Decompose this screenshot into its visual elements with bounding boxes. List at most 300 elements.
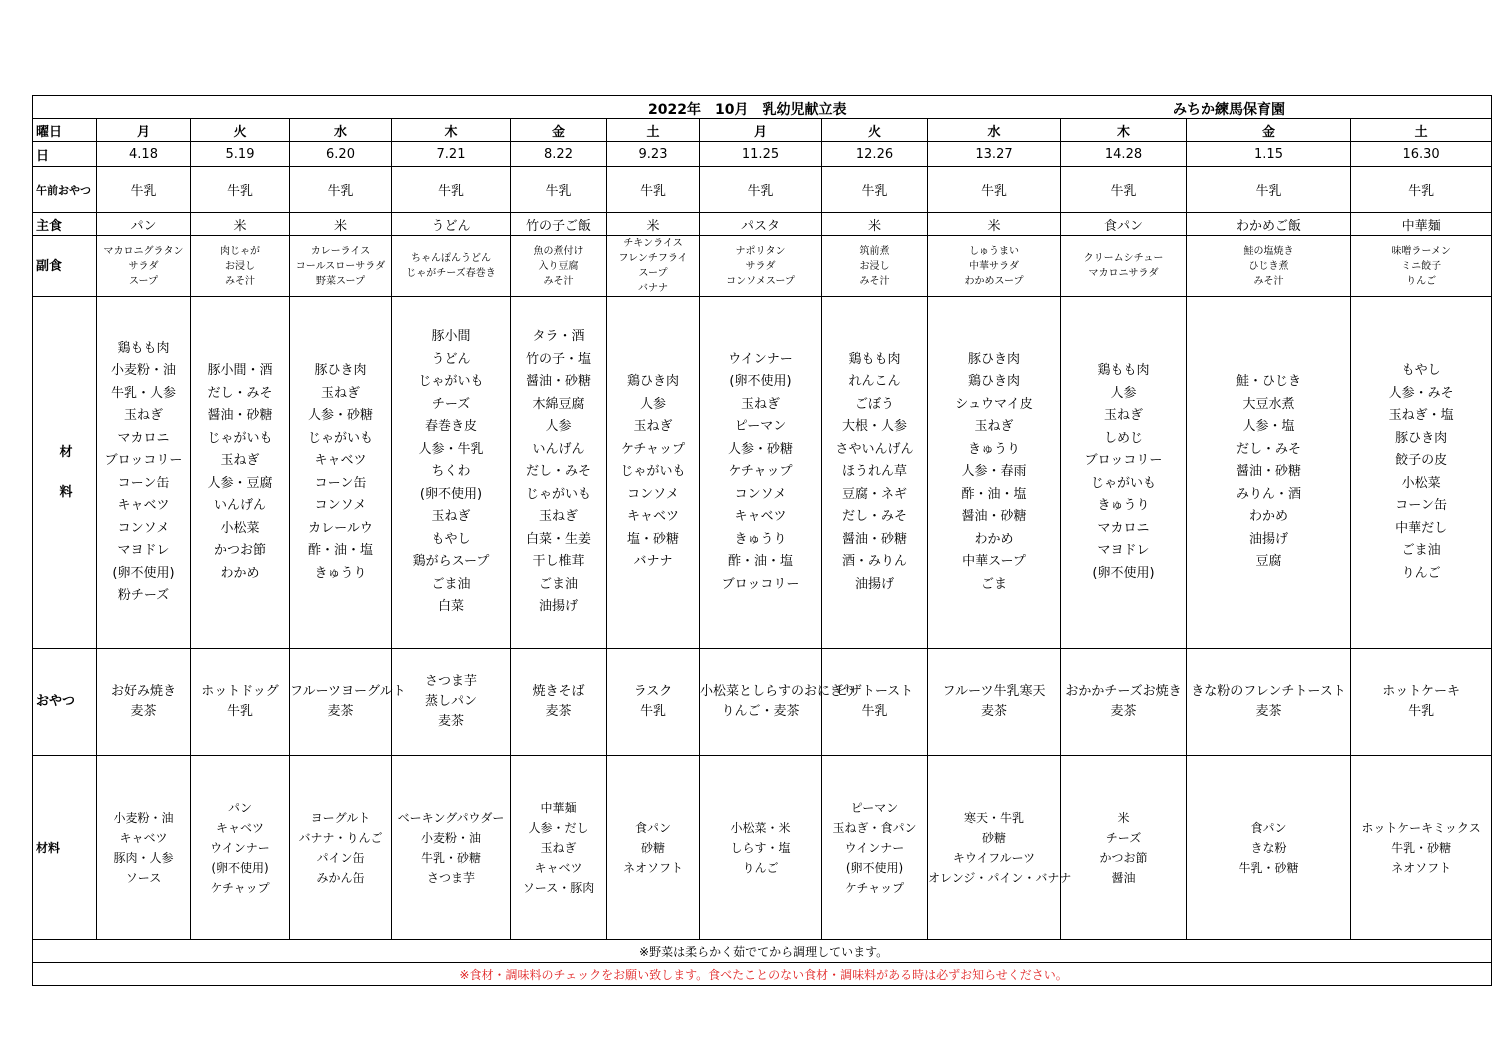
side-dish-cell <box>1187 236 1351 297</box>
ingredients-cell-line: 粉チーズ <box>117 588 170 603</box>
snack-ingredients-cell-line: きな粉 <box>1250 840 1287 855</box>
side-dish-cell-line: りんご <box>1406 275 1437 287</box>
pm-snack-cell-line: さつま芋 <box>424 674 477 689</box>
ingredients-cell-line: じゃがいも <box>1090 475 1156 491</box>
snack-ingredients-cell <box>1351 756 1492 940</box>
staple-cell: 竹の子ご飯 <box>511 213 607 236</box>
ingredients-cell-line: 人参・春雨 <box>961 464 1027 480</box>
ingredients-cell-line: じゃがいも <box>307 430 373 446</box>
am-snack-cell: 牛乳 <box>290 167 392 213</box>
side-dish-cell-line: ナポリタン <box>735 245 786 257</box>
ingredients-cell-line: 酢・油・塩 <box>727 554 793 570</box>
side-dish-cell <box>607 236 700 297</box>
ingredients-cell-line: 醤油・砂糖 <box>961 509 1027 525</box>
staple-row <box>33 213 1492 236</box>
snack-ingredients-cell-line: ピーマン <box>850 800 899 815</box>
ingredients-cell-line: シュウマイ皮 <box>955 396 1033 412</box>
side-dish-cell-line: マカロニサラダ <box>1088 268 1159 279</box>
ingredients-cell-line: ちくわ <box>431 464 471 480</box>
pm-snack-cell-line: フルーツヨーグルト <box>290 684 406 699</box>
am-snack-cell: 牛乳 <box>700 167 822 213</box>
date-cell: 1.15 <box>1187 142 1351 167</box>
ingredients-cell-line: きゅうり <box>314 565 367 581</box>
ingredients-cell <box>700 297 822 649</box>
am-snack-label: 午前おやつ <box>33 167 97 213</box>
side-dish-cell-line: ミニ餃子 <box>1401 260 1442 272</box>
ingredients-cell-line: ごぼう <box>854 396 894 412</box>
snack-ingredients-cell-line: 食パン <box>634 820 671 835</box>
date-cell: 8.22 <box>511 142 607 167</box>
side-dish-cell-line: 中華サラダ <box>969 260 1019 272</box>
snack-ingredients-cell <box>607 756 700 940</box>
pm-snack-row <box>33 649 1492 756</box>
snack-ingredients-cell-line: かつお節 <box>1099 850 1148 865</box>
snack-ingredients-cell-line: ホットケーキミックス <box>1361 820 1481 835</box>
snack-ingredients-cell-line: りんご <box>742 860 779 875</box>
ingredients-cell-line: じゃがいも <box>620 464 686 480</box>
side-dish-cell-line: みそ汁 <box>225 275 255 287</box>
ingredients-cell-line: ブロッコリー <box>1084 453 1163 468</box>
date-row <box>33 142 1492 167</box>
side-dish-cell-line: 入り豆腐 <box>538 260 579 272</box>
side-dish-cell-line: 魚の煮付け <box>533 245 584 257</box>
ingredients-cell-line: 人参・塩 <box>1242 419 1295 435</box>
snack-ingredients-cell-line: 米 <box>1117 810 1130 825</box>
ingredients-cell-line: 油揚げ <box>854 576 894 592</box>
pm-snack-cell-line: ピザトースト <box>835 684 914 699</box>
pm-snack-cell <box>928 649 1061 756</box>
ingredients-label-2: 料 <box>59 484 73 500</box>
ingredients-cell-line: 竹の子・塩 <box>525 351 591 367</box>
date-cell: 9.23 <box>607 142 700 167</box>
am-snack-cell: 牛乳 <box>1187 167 1351 213</box>
snack-ingredients-cell-line: ソース <box>125 870 162 885</box>
date-cell: 11.25 <box>700 142 822 167</box>
side-dish-cell <box>1351 236 1492 297</box>
ingredients-cell-line: 玉ねぎ <box>633 419 673 435</box>
am-snack-cell: 牛乳 <box>392 167 511 213</box>
snack-ingredients-cell <box>822 756 928 940</box>
ingredients-cell <box>392 297 511 649</box>
title-row <box>33 96 1492 119</box>
ingredients-cell-line: コンソメ <box>314 498 367 513</box>
ingredients-cell-line: さやいんげん <box>835 441 914 457</box>
snack-ingredients-cell-line: 中華麺 <box>540 800 577 815</box>
weekday-cell: 金 <box>1187 119 1351 142</box>
pm-snack-cell <box>1061 649 1187 756</box>
snack-ingredients-cell-line: 牛乳・砂糖 <box>1391 840 1452 855</box>
note-vegetables: ※野菜は柔らかく茹でてから調理しています。 <box>33 940 1492 963</box>
ingredients-cell-line: れんこん <box>848 374 901 390</box>
pm-snack-cell-line: 麦茶 <box>130 704 157 719</box>
ingredients-cell-line: ブロッコリー <box>104 453 183 468</box>
pm-snack-cell-line: きな粉のフレンチトースト <box>1191 684 1346 699</box>
ingredients-cell-line: わかめ <box>1248 509 1288 525</box>
staple-cell: 中華麺 <box>1351 213 1492 236</box>
side-dish-cell-line: コールスローサラダ <box>295 260 386 272</box>
ingredients-cell-line: ごま油 <box>1401 543 1441 558</box>
ingredients-cell-line: ケチャップ <box>620 441 686 457</box>
snack-ingredients-cell <box>511 756 607 940</box>
staple-label: 主食 <box>33 213 97 236</box>
ingredients-label-1: 材 <box>59 444 73 460</box>
side-dish-cell-line: マカロニグラタン <box>103 245 184 257</box>
snack-ingredients-cell-line: ケチャップ <box>844 880 905 895</box>
side-dish-cell <box>97 236 191 297</box>
pm-snack-cell <box>607 649 700 756</box>
snack-ingredients-cell <box>1061 756 1187 940</box>
snack-ingredients-cell <box>928 756 1072 940</box>
staple-cell: 米 <box>191 213 290 236</box>
ingredients-cell-line: 玉ねぎ <box>740 396 780 412</box>
pm-snack-cell-line: 麦茶 <box>980 704 1007 719</box>
ingredients-cell <box>607 297 700 649</box>
side-dish-cell-line: チキンライス <box>623 238 683 249</box>
snack-ingredients-cell-line: 豚肉・人参 <box>113 850 174 865</box>
ingredients-cell-line: 玉ねぎ <box>320 385 360 401</box>
ingredients-cell-line: きゅうり <box>734 531 787 547</box>
snack-ingredients-cell-line: 砂糖 <box>640 840 665 855</box>
snack-ingredients-cell-line: 寒天・牛乳 <box>963 810 1024 825</box>
ingredients-cell-line: 人参・砂糖 <box>307 408 373 423</box>
ingredients-cell-line: 醤油・砂糖 <box>525 374 591 390</box>
snack-ingredients-row <box>33 756 1492 940</box>
side-dish-cell <box>822 236 928 297</box>
ingredients-cell-line: コンソメ <box>734 486 787 502</box>
am-snack-cell: 牛乳 <box>1061 167 1187 213</box>
staple-cell: パン <box>97 213 191 236</box>
ingredients-cell-line: 玉ねぎ <box>123 408 163 423</box>
ingredients-cell-line: マカロニ <box>117 430 170 446</box>
snack-ingredients-cell <box>392 756 511 940</box>
ingredients-label <box>33 297 97 649</box>
weekday-row <box>33 119 1492 142</box>
ingredients-cell-line: いんげん <box>532 441 585 457</box>
date-cell: 14.28 <box>1061 142 1187 167</box>
ingredients-cell-line: 小松菜 <box>220 520 260 536</box>
side-dish-cell-line: ちゃんぽんうどん <box>411 253 491 264</box>
ingredients-cell-line: 木綿豆腐 <box>532 396 585 412</box>
snack-ingredients-cell-line: ソース・豚肉 <box>522 880 595 895</box>
staple-cell: 食パン <box>1061 213 1187 236</box>
side-dish-cell-line: みそ汁 <box>1253 275 1284 287</box>
ingredients-cell-line: じゃがいも <box>418 374 484 390</box>
ingredients-cell-line: 豚小間 <box>431 329 471 345</box>
ingredients-cell-line: 酢・油・塩 <box>307 543 373 558</box>
pm-snack-cell-line: りんご・麦茶 <box>721 704 800 719</box>
ingredients-cell-line: チーズ <box>431 396 471 412</box>
pm-snack-cell-line: 麦茶 <box>545 704 572 719</box>
note-allergy-check: ※食材・調味料のチェックをお願い致します。食べたことのない食材・調味料がある時は必ずお知らせください。 <box>33 963 1492 986</box>
pm-snack-cell <box>511 649 607 756</box>
ingredients-cell-line: じゃがいも <box>207 430 273 446</box>
side-dish-cell <box>928 236 1061 297</box>
ingredients-cell-line: ブロッコリー <box>721 576 800 592</box>
ingredients-cell-line: 豚小間・酒 <box>207 363 273 378</box>
ingredients-cell-line: だし・みそ <box>841 509 907 525</box>
ingredients-cell-line: 玉ねぎ <box>974 419 1014 435</box>
snack-ingredients-cell-line: 牛乳・砂糖 <box>1238 860 1299 875</box>
weekday-cell: 水 <box>928 119 1061 142</box>
ingredients-cell-line: (卵不使用) <box>1092 565 1155 581</box>
weekday-cell: 金 <box>511 119 607 142</box>
ingredients-cell-line: キャベツ <box>734 509 787 525</box>
ingredients-cell-line: 人参・砂糖 <box>727 441 793 457</box>
ingredients-cell-line: 酒・みりん <box>841 554 907 570</box>
side-dish-cell-line: フレンチフライ <box>618 253 688 264</box>
ingredients-cell-line: 中華だし <box>1395 520 1448 536</box>
pm-snack-cell <box>392 649 511 756</box>
weekday-cell: 水 <box>290 119 392 142</box>
ingredients-cell-line: 酢・油・塩 <box>961 486 1027 502</box>
snack-ingredients-cell <box>290 756 392 940</box>
weekday-cell: 土 <box>1351 119 1492 142</box>
ingredients-cell-line: 鶏もも肉 <box>1097 363 1150 378</box>
pm-snack-cell <box>1187 649 1351 756</box>
side-dish-cell-line: サラダ <box>745 260 776 272</box>
snack-ingredients-cell-line: (卵不使用) <box>845 860 904 875</box>
ingredients-cell <box>1061 297 1187 649</box>
ingredients-cell-line: (卵不使用) <box>112 565 175 581</box>
ingredients-cell-line: マヨドレ <box>117 543 170 558</box>
snack-ingredients-cell-line: キャベツ <box>534 860 583 875</box>
ingredients-row <box>33 297 1492 649</box>
ingredients-cell-line: (卵不使用) <box>419 486 483 502</box>
pm-snack-cell <box>290 649 406 756</box>
snack-ingredients-cell <box>191 756 290 940</box>
ingredients-cell-line: 小麦粉・油 <box>110 363 176 378</box>
snack-ingredients-cell-line: 牛乳・砂糖 <box>420 850 481 865</box>
ingredients-cell-line: キャベツ <box>314 453 367 468</box>
side-dish-cell-line: クリームシチュー <box>1083 253 1164 264</box>
side-dish-cell-line: みそ汁 <box>543 275 574 287</box>
snack-ingredients-cell-line: 砂糖 <box>981 830 1006 845</box>
side-dish-cell <box>1061 236 1187 297</box>
ingredients-cell-line: 豆腐 <box>1255 554 1282 570</box>
ingredients-cell-line: いんげん <box>213 498 266 513</box>
snack-ingredients-cell-line: キウイフルーツ <box>952 850 1036 865</box>
snack-ingredients-cell-line: キャベツ <box>215 820 264 835</box>
ingredients-cell-line: 人参 <box>1110 385 1137 401</box>
ingredients-cell-line: マヨドレ <box>1097 543 1150 558</box>
snack-ingredients-cell-line: 人参・だし <box>528 820 589 835</box>
ingredients-cell-line: わかめ <box>974 531 1014 547</box>
am-snack-cell: 牛乳 <box>191 167 290 213</box>
snack-ingredients-cell <box>700 756 822 940</box>
menu-table <box>32 95 1492 986</box>
ingredients-cell-line: 豆腐・ネギ <box>841 486 907 502</box>
ingredients-cell-line: 干し椎茸 <box>532 554 585 570</box>
side-dish-cell <box>700 236 822 297</box>
weekday-cell: 月 <box>97 119 191 142</box>
ingredients-cell-line: しめじ <box>1103 430 1143 446</box>
date-cell: 13.27 <box>928 142 1061 167</box>
pm-snack-cell-line: 牛乳 <box>226 704 253 719</box>
date-cell: 4.18 <box>97 142 191 167</box>
pm-snack-cell-line: フルーツ牛乳寒天 <box>942 684 1046 699</box>
snack-ingredients-cell-line: 小松菜・米 <box>730 820 791 835</box>
ingredients-cell-line: もやし <box>1401 363 1441 378</box>
ingredients-cell-line: 醤油・砂糖 <box>841 531 907 547</box>
nursery-name: みちか練馬保育園 <box>1173 102 1285 118</box>
side-dish-cell-line: サラダ <box>128 260 159 272</box>
weekday-cell: 月 <box>700 119 822 142</box>
side-dish-cell-line: しゅうまい <box>969 245 1019 257</box>
note-row-1 <box>33 940 1492 963</box>
am-snack-cell: 牛乳 <box>928 167 1061 213</box>
side-dish-cell-line: みそ汁 <box>859 275 890 287</box>
ingredients-cell-line: うどん <box>431 351 471 367</box>
am-snack-cell: 牛乳 <box>1351 167 1492 213</box>
ingredients-cell-line: 油揚げ <box>538 599 578 615</box>
ingredients-cell-line: ピーマン <box>734 419 787 435</box>
side-dish-cell-line: 肉じゃが <box>220 245 260 257</box>
side-dish-cell-line: スープ <box>638 268 668 279</box>
snack-ingredients-cell-line: ウインナー <box>844 840 905 855</box>
ingredients-cell-line: ほうれん草 <box>841 464 907 480</box>
date-cell: 6.20 <box>290 142 392 167</box>
side-dish-cell-line: 筑前煮 <box>859 245 890 257</box>
pm-snack-cell-line: 麦茶 <box>1255 704 1282 719</box>
side-dish-cell-line: お浸し <box>859 260 890 272</box>
ingredients-cell-line: 牛乳・人参 <box>110 385 176 401</box>
snack-ingredients-cell-line: ヨーグルト <box>310 810 371 825</box>
ingredients-cell-line: ウインナー <box>728 351 793 367</box>
ingredients-cell <box>511 297 607 649</box>
side-dish-cell-line: 味噌ラーメン <box>1391 245 1451 257</box>
date-cell: 7.21 <box>392 142 511 167</box>
ingredients-cell-line: きゅうり <box>1097 498 1150 513</box>
snack-ingredients-cell-line: さつま芋 <box>426 870 475 885</box>
ingredients-cell <box>1187 297 1351 649</box>
ingredients-cell-line: ケチャップ <box>728 464 793 480</box>
pm-snack-cell <box>191 649 290 756</box>
ingredients-cell-line: バナナ <box>633 554 673 570</box>
ingredients-cell-line: (卵不使用) <box>729 374 792 390</box>
ingredients-cell-line: 鮭・ひじき <box>1235 374 1301 390</box>
ingredients-cell-line: 鶏ひき肉 <box>967 374 1020 390</box>
snack-ingredients-cell <box>97 756 191 940</box>
note-row-2 <box>33 963 1492 986</box>
ingredients-cell-line: 玉ねぎ <box>1103 408 1143 423</box>
date-cell: 16.30 <box>1351 142 1492 167</box>
ingredients-cell-line: ごま <box>980 576 1007 592</box>
ingredients-cell-line: 豚ひき肉 <box>967 351 1020 367</box>
ingredients-cell-line: だし・みそ <box>207 385 273 401</box>
am-snack-cell: 牛乳 <box>97 167 191 213</box>
pm-snack-cell-line: おかかチーズお焼き <box>1065 684 1182 699</box>
pm-snack-cell-line: 牛乳 <box>861 704 888 719</box>
ingredients-cell-line: キャベツ <box>626 509 679 525</box>
pm-snack-cell-line: 麦茶 <box>1110 704 1137 719</box>
ingredients-cell-line: 醤油・砂糖 <box>1235 464 1301 480</box>
ingredients-cell-line: 人参・みそ <box>1388 385 1454 401</box>
pm-snack-cell <box>822 649 928 756</box>
side-dish-cell-line: お浸し <box>225 260 255 272</box>
ingredients-cell-line: 人参・牛乳 <box>418 441 484 457</box>
side-dish-cell-line: 野菜スープ <box>316 275 365 287</box>
ingredients-cell-line: だし・みそ <box>525 464 591 480</box>
snack-ingredients-cell-line: 玉ねぎ・食パン <box>832 820 917 835</box>
pm-snack-cell-line: お好み焼き <box>110 684 176 699</box>
pm-snack-label: おやつ <box>33 649 97 756</box>
weekday-cell: 土 <box>607 119 700 142</box>
ingredients-cell <box>822 297 928 649</box>
side-dish-cell-line: じゃがチーズ春巻き <box>406 268 496 279</box>
am-snack-cell: 牛乳 <box>822 167 928 213</box>
pm-snack-cell-line: 麦茶 <box>327 704 354 719</box>
side-dish-cell-line: ひじき煮 <box>1248 260 1289 272</box>
snack-ingredients-cell-line: ベーキングパウダー <box>397 810 505 825</box>
ingredients-cell <box>1351 297 1492 649</box>
title-cell <box>33 96 1492 119</box>
snack-ingredients-cell-line: ネオソフト <box>622 860 683 875</box>
ingredients-cell <box>97 297 191 649</box>
ingredients-cell-line: 塩・砂糖 <box>626 531 679 547</box>
ingredients-cell-line: だし・みそ <box>1235 441 1301 457</box>
ingredients-cell-line: きゅうり <box>967 441 1020 457</box>
ingredients-cell-line: 春巻き皮 <box>424 419 477 435</box>
side-dish-row <box>33 236 1492 297</box>
snack-ingredients-cell-line: ケチャップ <box>210 880 270 895</box>
side-dish-cell-line: わかめスープ <box>964 275 1024 287</box>
ingredients-cell-line: かつお節 <box>213 543 266 558</box>
weekday-cell: 火 <box>191 119 290 142</box>
ingredients-cell-line: 大豆水煮 <box>1242 396 1295 412</box>
weekday-cell: 木 <box>1061 119 1187 142</box>
snack-ingredients-cell-line: 小麦粉・油 <box>113 810 174 825</box>
side-dish-cell-line: カレーライス <box>310 245 371 257</box>
pm-snack-cell-line: 蒸しパン <box>424 694 477 709</box>
ingredients-cell-line: 白菜 <box>437 599 464 615</box>
ingredients-cell-line: 小松菜 <box>1401 475 1441 491</box>
date-label: 日 <box>33 142 97 167</box>
ingredients-cell-line: 大根・人参 <box>841 419 907 435</box>
ingredients-cell-line: 油揚げ <box>1248 531 1288 547</box>
am-snack-row <box>33 167 1492 213</box>
snack-ingredients-cell-line: 小麦粉・油 <box>420 830 481 845</box>
weekday-cell: 木 <box>392 119 511 142</box>
ingredients-cell-line: 鶏もも肉 <box>848 351 901 367</box>
pm-snack-cell-line: 焼きそば <box>532 684 585 699</box>
ingredients-cell-line: もやし <box>431 531 471 547</box>
am-snack-cell: 牛乳 <box>511 167 607 213</box>
snack-ingredients-cell-line: 玉ねぎ <box>540 840 577 855</box>
side-dish-label: 副食 <box>33 236 97 297</box>
snack-ingredients-cell-line: チーズ <box>1105 830 1142 845</box>
pm-snack-cell-line: 牛乳 <box>639 704 666 719</box>
ingredients-cell-line: 鶏もも肉 <box>117 340 170 356</box>
menu-title: 2022年 10月 乳幼児献立表 <box>648 102 847 118</box>
snack-ingredients-cell-line: ネオソフト <box>1391 860 1452 875</box>
staple-cell: 米 <box>822 213 928 236</box>
ingredients-cell-line: 豚ひき肉 <box>314 363 367 378</box>
pm-snack-cell <box>97 649 191 756</box>
snack-ingredients-cell-line: ウインナー <box>210 840 270 855</box>
ingredients-cell-line: りんご <box>1401 565 1441 581</box>
staple-cell: 米 <box>290 213 392 236</box>
date-cell: 12.26 <box>822 142 928 167</box>
date-cell: 5.19 <box>191 142 290 167</box>
ingredients-cell-line: じゃがいも <box>525 486 591 502</box>
ingredients-cell-line: 鶏ひき肉 <box>626 374 679 390</box>
snack-ingredients-cell <box>1187 756 1351 940</box>
ingredients-cell-line: 玉ねぎ <box>538 509 578 525</box>
ingredients-cell-line: コーン缶 <box>117 475 170 491</box>
pm-snack-cell-line: ホットケーキ <box>1382 684 1460 699</box>
snack-ingredients-cell-line: 食パン <box>1250 820 1287 835</box>
ingredients-cell-line: わかめ <box>220 565 260 581</box>
